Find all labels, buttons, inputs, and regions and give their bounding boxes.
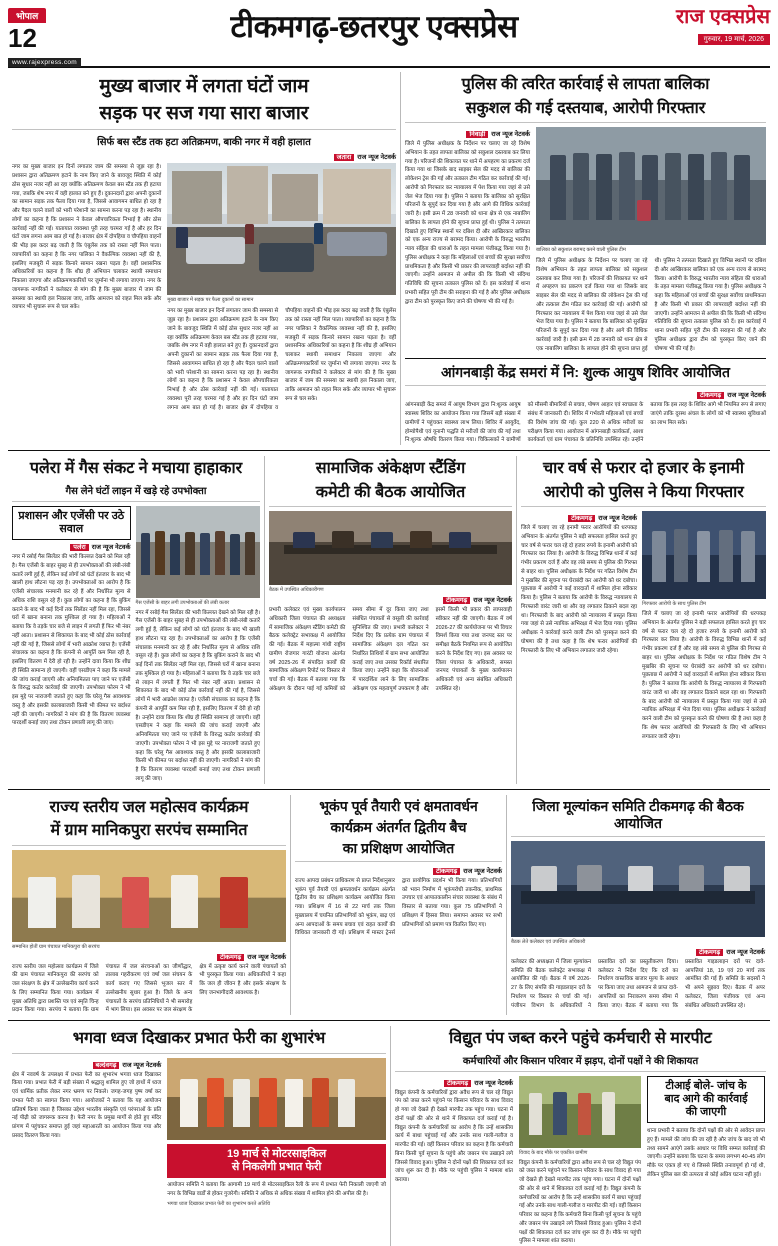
gas-headline: पलेरा में गैस संकट ने मचाया हाहाकार xyxy=(29,460,243,478)
gas-highlight-box xyxy=(12,506,131,540)
lead-body-right: नगर का मुख्य बाजार इन दिनों लगातार जाम की समस्या से जूझ रहा है। प्रशासन द्वारा अतिक्रमण हटाने के नाम किए जाने के बावजूद स्थिति में कोई ठोस सुधार नजर नहीं आ रहा क्योंकि अतिक्रमण केवल बस स्टैंड तक ही हटाया गया, जबकि शेष नगर में वही हालात बने हुए हैं। दुकानदारों द्वारा अपनी दुकानों का सामान सड़क तक फैला दिया गया है, जिससे आवागमन बाधित हो रहा है और पैदल चलने वालों को भारी परेशानी का सामना करना पड़ रहा है। स्थानीय लोगों का कहना है कि प्रशासन ने केवल औपचारिकता निभाई है और ठोस कार्रवाई नहीं की गई। यातायात व्यवस्था पूरी तरह चरमरा गई है और हर दिन घंटों जाम लगना आम बात हो गई है। बाजार क्षेत्र में दोपहिया व चौपहिया वाहनों की भीड़ इस कदर बढ़ जाती है कि एंबुलेंस तक को रास्ता नहीं मिल पाता। व्यापारियों का कहना है कि नगर पालिका ने वैकल्पिक व्यवस्था नहीं की है, इसलिए मजबूरी में सड़क किनारे सामान रखना पड़ता है। वहीं प्रशासनिक अधिकारियों का कहना है कि शीघ्र ही अभियान चलाकर स्थायी समाधान निकाला जाएगा और अतिक्रमणकारियों पर जुर्माना भी लगाया जाएगा। नगर के जागरूक नागरिकों ने कलेक्टर से मांग की है कि मुख्य बाजार में जाम की समस्या का स्थायी हल निकाला जाए, ताकि आमजन को राहत मिल सके और व्यापार भी सुचारू रूप से चल सके। xyxy=(167,308,396,411)
pheri-inset-body: आयोजन समिति ने बताया कि आगामी 19 मार्च से मोटरसाइकिल रैली के रूप में प्रभात फेरी निकाली जाएगी जो नगर के विभिन्न वार्डों से होकर गुजरेगी। समिति ने अधिक से अधिक संख्या में शामिल होने की अपील की है। xyxy=(167,1182,386,1197)
masthead-right xyxy=(620,6,770,46)
pheri-inset-box xyxy=(167,1144,386,1178)
gas-highlight-title: प्रशासन और एजेंसी पर उठे सवाल xyxy=(18,509,125,535)
website-url[interactable]: www.rajexpress.com xyxy=(8,58,81,67)
page-number: 12 xyxy=(8,23,37,53)
ti-statement-body: थाना प्रभारी ने बताया कि दोनों पक्षों की ओर से आवेदन प्राप्त हुए हैं। मामले की जांच की जा रही है और जांच के बाद जो भी तथ्य सामने आएंगे उसके आधार पर विधि सम्मत कार्रवाई की जाएगी। उन्होंने बताया कि घटना के समय लगभग 40-45 लोग मौके पर एकत्र हो गए थे जिससे स्थिति तनावपूर्ण हो गई थी, लेकिन पुलिस बल की तत्परता से कोई अप्रिय घटना नहीं हुई। xyxy=(647,1128,765,1178)
lead-byline: जतारा राज न्यूज नेटवर्क xyxy=(12,152,396,161)
prabhat-pheri-story xyxy=(8,1026,390,1246)
jal-photo xyxy=(12,850,286,942)
audit-photo xyxy=(269,511,512,585)
quake-headline-line3: का प्रशिक्षण आयोजित xyxy=(342,839,455,856)
pheri-byline: बल्देवगढ़ राज न्यूज नेटवर्क xyxy=(12,1060,161,1069)
arrest-photo-caption: गिरफ्तार आरोपी के साथ पुलिस टीम xyxy=(642,601,707,608)
lead-headline-line1: मुख्य बाजार में लगता घंटों जाम xyxy=(99,76,309,97)
arrest-body-left: जिले में चलाए जा रहे इनामी फरार आरोपियों की धरपकड़ अभियान के अंतर्गत पुलिस ने बड़ी सफलता हासिल करते हुए चार वर्ष से फरार चल रहे दो हजार रुपये के इनामी आरोपी को गिरफ्तार कर लिया है। आरोपी के विरुद्ध विभिन्न थानों में कई गंभीर प्रकरण दर्ज हैं और वह लंबे समय से पुलिस की गिरफ्त से बाहर था। पुलिस अधीक्षक के निर्देश पर गठित विशेष टीम ने मुखबिर की सूचना पर घेराबंदी कर आरोपी को धर दबोचा। पूछताछ में आरोपी ने कई वारदातों में शामिल होना स्वीकार किया है। पुलिस ने बताया कि आरोपी के विरुद्ध न्यायालय से गिरफ्तारी वारंट जारी था और वह लगातार ठिकाने बदल रहा था। गिरफ्तारी के बाद आरोपी को न्यायालय में प्रस्तुत किया गया जहां से उसे न्यायिक अभिरक्षा में भेज दिया गया। पुलिस अधीक्षक ने कार्रवाई करने वाली टीम को पुरस्कृत करने की घोषणा की है तथा कहा है कि शेष फरार आरोपियों की गिरफ्तारी के लिए भी अभियान लगातार जारी रहेगा। xyxy=(520,525,638,654)
ti-statement-title-line1: टीआई बोले- जांच के xyxy=(665,1079,747,1092)
jal-byline: टीकमगढ़ राज न्यूज नेटवर्क xyxy=(12,952,286,961)
wanted-arrest-story xyxy=(517,456,770,784)
arrest-body-right: जिले में चलाए जा रहे इनामी फरार आरोपियों की धरपकड़ अभियान के अंतर्गत पुलिस ने बड़ी सफलता हासिल करते हुए चार वर्ष से फरार चल रहे दो हजार रुपये के इनामी आरोपी को गिरफ्तार कर लिया है। आरोपी के विरुद्ध विभिन्न थानों में कई गंभीर प्रकरण दर्ज हैं और वह लंबे समय से पुलिस की गिरफ्त से बाहर था। पुलिस अधीक्षक के निर्देश पर गठित विशेष टीम ने मुखबिर की सूचना पर घेराबंदी कर आरोपी को धर दबोचा। पूछताछ में आरोपी ने कई वारदातों में शामिल होना स्वीकार किया है। पुलिस ने बताया कि आरोपी के विरुद्ध न्यायालय से गिरफ्तारी वारंट जारी था और वह लगातार ठिकाने बदल रहा था। गिरफ्तारी के बाद आरोपी को न्यायालय में प्रस्तुत किया गया जहां से उसे न्यायिक अभिरक्षा में भेज दिया गया। पुलिस अधीक्षक ने कार्रवाई करने वाली टीम को पुरस्कृत करने की घोषणा की है तथा कहा है कि शेष फरार आरोपियों की गिरफ्तारी के लिए भी अभियान लगातार जारी रहेगा। xyxy=(642,611,766,740)
police-headline-line1: पुलिस की त्वरित कार्रवाई से लापता बालिका xyxy=(461,76,710,93)
pump-photo xyxy=(519,1076,641,1148)
jal-headline-line1: राज्य स्तरीय जल महोत्सव कार्यक्रम xyxy=(49,798,249,816)
lead-headline-line2: सड़क पर सज गया सारा बाजार xyxy=(99,103,309,125)
police-photo xyxy=(536,127,766,245)
pump-body-mid: विद्युत कंपनी के कर्मचारियों द्वारा अवैध रूप से चल रहे विद्युत पंप को जब्त करने पहुंचने पर किसान परिवार के साथ विवाद हो गया जो देखते ही देखते मारपीट तक पहुंच गया। घटना में दोनों पक्षों की ओर से थाने में शिकायत दर्ज कराई गई है। विद्युत कंपनी के कर्मचारियों का आरोप है कि उन्हें शासकीय कार्य में बाधा पहुंचाई गई और उनके साथ गाली-गलौज व मारपीट की गई। वहीं किसान परिवार का कहना है कि कर्मचारी बिना किसी पूर्व सूचना के पहुंचे और जबरन पंप उखाड़ने लगे जिससे विवाद हुआ। पुलिस ने दोनों पक्षों की शिकायत दर्ज कर जांच शुरू कर दी है। मौके पर पहुंची पुलिस ने मामला शांत कराया। xyxy=(519,1159,641,1245)
police-story xyxy=(401,72,770,445)
masthead-center xyxy=(128,6,620,44)
lead-body-left: नगर का मुख्य बाजार इन दिनों लगातार जाम की समस्या से जूझ रहा है। प्रशासन द्वारा अतिक्रमण हटाने के नाम किए जाने के बावजूद स्थिति में कोई ठोस सुधार नजर नहीं आ रहा क्योंकि अतिक्रमण केवल बस स्टैंड तक ही हटाया गया, जबकि शेष नगर में वही हालात बने हुए हैं। दुकानदारों द्वारा अपनी दुकानों का सामान सड़क तक फैला दिया गया है, जिससे आवागमन बाधित हो रहा है और पैदल चलने वालों को भारी परेशानी का सामना करना पड़ रहा है। स्थानीय लोगों का कहना है कि प्रशासन ने केवल औपचारिकता निभाई है और ठोस कार्रवाई नहीं की गई। यातायात व्यवस्था पूरी तरह चरमरा गई है और हर दिन घंटों जाम लगना आम बात हो गई है। बाजार क्षेत्र में दोपहिया व चौपहिया वाहनों की भीड़ इस कदर बढ़ जाती है कि एंबुलेंस तक को रास्ता नहीं मिल पाता। व्यापारियों का कहना है कि नगर पालिका ने वैकल्पिक व्यवस्था नहीं की है, इसलिए मजबूरी में सड़क किनारे सामान रखना पड़ता है। वहीं प्रशासनिक अधिकारियों का कहना है कि शीघ्र ही अभियान चलाकर स्थायी समाधान निकाला जाएगा और अतिक्रमणकारियों पर जुर्माना भी लगाया जाएगा। नगर के जागरूक नागरिकों ने कलेक्टर से मांग की है कि मुख्य बाजार में जाम की समस्या का स्थायी हल निकाला जाए, ताकि आमजन को राहत मिल सके और व्यापार भी सुचारू रूप से चल सके। xyxy=(12,164,162,311)
lead-photo-caption: मुख्य बाजार में सड़क पर फैला दुकानों का सामान xyxy=(167,297,254,304)
quake-body: राज्य आपदा प्रबंधन प्राधिकरण से प्राप्त निर्देशानुसार भूकंप पूर्व तैयारी एवं क्षमतावर्धन कार्यक्रम अंतर्गत द्वितीय बैच का प्रशिक्षण कार्यक्रम आयोजित किया गया। प्रशिक्षण में 16 से 22 मार्च तक जिला मुख्यालय में चयनित प्रतिभागियों को भूकंप, बाढ़ एवं अन्य आपदाओं के समय बचाव एवं राहत कार्यों की विधिवत जानकारी दी गई। प्रशिक्षण में मास्टर ट्रेनर्स द्वारा प्रायोगिक प्रदर्शन भी किया गया। प्रतिभागियों को भवन निर्माण में भूकंपरोधी तकनीक, प्राथमिक उपचार एवं आपातकालीन संचार व्यवस्था के संबंध में विस्तार से बताया गया। कुल 75 प्रतिभागियों ने प्रशिक्षण में हिस्सा लिया। समापन अवसर पर सभी प्रतिभागियों को प्रमाण पत्र वितरित किए गए। xyxy=(295,877,502,937)
jal-body: राज्य स्तरीय जल महोत्सव कार्यक्रम में जिले की ग्राम पंचायत मानिकपुरा की सरपंच को जल संरक्षण के क्षेत्र में उल्लेखनीय कार्य करने के लिए सम्मानित किया गया। कार्यक्रम में मुख्य अतिथि द्वारा प्रशस्ति पत्र एवं स्मृति चिन्ह प्रदान किया गया। सरपंच ने बताया कि ग्राम पंचायत में जल संरचनाओं का जीर्णोद्धार, तालाब गहरीकरण एवं वर्षा जल संचयन के कार्य कराए गए जिससे भूजल स्तर में उल्लेखनीय सुधार हुआ है। जिले के अन्य पंचायतों के सरपंच प्रतिनिधियों ने भी समारोह में भाग लिया। इस अवसर पर जल संरक्षण के क्षेत्र में उत्कृष्ट कार्य करने वाली पंचायतों को भी पुरस्कृत किया गया। अधिकारियों ने कहा कि जल ही जीवन है और इसके संरक्षण के लिए जनभागीदारी आवश्यक है। xyxy=(12,963,286,1014)
quake-headline-line2: कार्यक्रम अंतर्गत द्वितीय बैच xyxy=(330,818,467,835)
police-body-left: जिले में पुलिस अधीक्षक के निर्देशन पर चलाए जा रहे विशेष अभियान के तहत लापता बालिका को सकुशल दस्तयाब कर लिया गया है। परिजनों की शिकायत पर थाने में अपहरण का प्रकरण दर्ज किया गया था जिसके बाद साइबर सेल की मदद से बालिका की लोकेशन ट्रेस की गई और तत्काल टीम गठित कर कार्रवाई की गई। आरोपी को गिरफ्तार कर न्यायालय में पेश किया गया जहां से उसे जेल भेज दिया गया है। पुलिस ने बताया कि बालिका को सुरक्षित परिजनों के सुपुर्द कर दिया गया है और आगे की विधिक कार्रवाई जारी है। इसी क्रम में 28 जनवरी को थाना क्षेत्र से एक नाबालिग बालिका के लापता होने की सूचना प्राप्त हुई थी। पुलिस ने तत्परता दिखाते हुए विभिन्न स्थानों पर दबिश दी और आखिरकार बालिका को एक अन्य राज्य से बरामद किया। आरोपी के विरुद्ध भारतीय न्याय संहिता की धाराओं के तहत मामला पंजीबद्ध किया गया है। पुलिस अधीक्षक ने कहा कि महिलाओं एवं बच्चों की सुरक्षा सर्वोच्च प्राथमिकता है और किसी भी प्रकार की लापरवाही बर्दाश्त नहीं की जाएगी। उन्होंने आमजन से अपील की कि किसी भी संदिग्ध गतिविधि की सूचना तत्काल पुलिस को दें। इस कार्रवाई में थाना प्रभारी सहित पूरी टीम की सराहना की गई है और पुलिस अधीक्षक द्वारा टीम को पुरस्कृत किए जाने की घोषणा भी की गई है। xyxy=(405,141,530,305)
jal-mahotsav-story xyxy=(8,795,290,1016)
gas-photo xyxy=(136,506,260,598)
valuation-byline: टीकमगढ़ राज न्यूज नेटवर्क xyxy=(511,947,765,956)
masthead xyxy=(8,6,770,68)
row-2 xyxy=(8,456,770,784)
row-1 xyxy=(8,72,770,445)
pheri-headline: भगवा ध्वज दिखाकर प्रभात फेरी का शुभारंभ xyxy=(72,1030,326,1048)
gas-body-right: नगर में रसोई गैस सिलेंडर की भारी किल्लत देखने को मिल रही है। गैस एजेंसी के बाहर सुबह से ही उपभोक्ताओं की लंबी-लंबी कतारें लगी हुई हैं, लेकिन कई लोगों को घंटों इंतजार के बाद भी खाली हाथ लौटना पड़ रहा है। उपभोक्ताओं का आरोप है कि एजेंसी संचालक मनमानी कर रहे हैं और निर्धारित मूल्य से अधिक राशि वसूल रहे हैं। कुछ लोगों का कहना है कि बुकिंग कराने के बाद भी कई दिनों तक सिलेंडर नहीं मिल रहा, जिससे घरों में खाना बनाना तक मुश्किल हो गया है। महिलाओं ने बताया कि वे तड़के चार बजे से लाइन में लगती हैं फिर भी नंबर नहीं आता। प्रशासन से शिकायत के बाद भी कोई ठोस कार्रवाई नहीं की गई है, जिससे लोगों में भारी आक्रोश व्याप्त है। एजेंसी संचालक का कहना है कि कंपनी से आपूर्ति कम मिल रही है, इसलिए वितरण में देरी हो रही है। उन्होंने दावा किया कि शीघ्र ही स्थिति सामान्य हो जाएगी। वहीं एसडीएम ने कहा कि मामले की जांच कराई जाएगी और अनियमितता पाए जाने पर एजेंसी के विरुद्ध कठोर कार्रवाई की जाएगी। उपभोक्ता फोरम ने भी इस मुद्दे पर नाराजगी जताते हुए कहा कि घरेलू गैस आवश्यक वस्तु है और इसकी कालाबाजारी किसी भी कीमत पर बर्दाश्त नहीं की जाएगी। नागरिकों ने मांग की है कि वितरण व्यवस्था पारदर्शी बनाई जाए तथा टोकन प्रणाली लागू की जाए। xyxy=(135,609,260,782)
quake-headline-line1: भूकंप पूर्व तैयारी एवं क्षमतावर्धन xyxy=(319,797,478,814)
gas-subhead: गैस लेने घंटों लाइन में खड़े रहे उपभोक्ता xyxy=(65,485,207,497)
audit-committee-story xyxy=(265,456,516,784)
police-body-right: जिले में पुलिस अधीक्षक के निर्देशन पर चलाए जा रहे विशेष अभियान के तहत लापता बालिका को सकुशल दस्तयाब कर लिया गया है। परिजनों की शिकायत पर थाने में अपहरण का प्रकरण दर्ज किया गया था जिसके बाद साइबर सेल की मदद से बालिका की लोकेशन ट्रेस की गई और तत्काल टीम गठित कर कार्रवाई की गई। आरोपी को गिरफ्तार कर न्यायालय में पेश किया गया जहां से उसे जेल भेज दिया गया है। पुलिस ने बताया कि बालिका को सुरक्षित परिजनों के सुपुर्द कर दिया गया है और आगे की विधिक कार्रवाई जारी है। इसी क्रम में 28 जनवरी को थाना क्षेत्र से एक नाबालिग बालिका के लापता होने की सूचना प्राप्त हुई थी। पुलिस ने तत्परता दिखाते हुए विभिन्न स्थानों पर दबिश दी और आखिरकार बालिका को एक अन्य राज्य से बरामद किया। आरोपी के विरुद्ध भारतीय न्याय संहिता की धाराओं के तहत मामला पंजीबद्ध किया गया है। पुलिस अधीक्षक ने कहा कि महिलाओं एवं बच्चों की सुरक्षा सर्वोच्च प्राथमिकता है और किसी भी प्रकार की लापरवाही बर्दाश्त नहीं की जाएगी। उन्होंने आमजन से अपील की कि किसी भी संदिग्ध गतिविधि की सूचना तत्काल पुलिस को दें। इस कार्रवाई में थाना प्रभारी सहित पूरी टीम की सराहना की गई है और पुलिस अधीक्षक द्वारा टीम को पुरस्कृत किए जाने की घोषणा भी की गई है। xyxy=(536,258,766,352)
pheri-body-left: क्षेत्र में नववर्ष के उपलक्ष्य में प्रभात फेरी का शुभारंभ भगवा ध्वज दिखाकर किया गया। प्रभात फेरी में बड़ी संख्या में श्रद्धालु शामिल हुए जो हाथों में ध्वज एवं धार्मिक प्रतीक लेकर नगर भ्रमण पर निकले। जगह-जगह पुष्प वर्षा कर प्रभात फेरी का स्वागत किया गया। आयोजकों ने बताया कि यह आयोजन प्रतिवर्ष किया जाता है जिसका उद्देश्य भारतीय संस्कृति एवं परंपराओं के प्रति नई पीढ़ी को जागरूक करना है। फेरी नगर के प्रमुख मार्गों से होते हुए मंदिर प्रांगण में पहुंचकर समाप्त हुई जहां महाआरती का आयोजन किया गया और प्रसाद वितरण किया गया। xyxy=(12,1071,162,1139)
audit-headline-line1: सामाजिक अंकेक्षण स्टैंडिंग xyxy=(315,460,466,478)
anganwadi-body: आंगनबाड़ी केंद्र समरां में आयुष विभाग द्वारा नि:शुल्क आयुष स्वास्थ्य शिविर का आयोजन किया गया जिसमें बड़ी संख्या में ग्रामीणों ने पहुंचकर स्वास्थ्य लाभ लिया। शिविर में आयुर्वेद, होम्योपैथी एवं यूनानी पद्धति से मरीजों की जांच की गई तथा नि:शुल्क औषधि वितरण किया गया। चिकित्सकों ने ग्रामीणों को मौसमी बीमारियों से बचाव, पोषण आहार एवं स्वच्छता के संबंध में जानकारी दी। शिविर में गर्भवती महिलाओं एवं बच्चों की विशेष जांच की गई। कुल 220 से अधिक मरीजों का परीक्षण किया गया। आयोजन में आंगनबाड़ी कार्यकर्ता, आशा कार्यकर्ता एवं ग्राम पंचायत के प्रतिनिधि उपस्थित रहे। उन्होंने बताया कि इस तरह के शिविर आगे भी नियमित रूप से लगाए जाएंगे ताकि दूरस्थ अंचल के लोगों को भी स्वास्थ्य सुविधाओं का लाभ मिल सके। xyxy=(405,402,766,444)
ti-statement-box xyxy=(647,1076,765,1124)
lead-subhead: सिर्फ बस स्टैंड तक हटा अतिक्रमण, बाकी नगर में वही हालात xyxy=(97,137,311,149)
anganwadi-byline: टीकमगढ़ राज न्यूज नेटवर्क xyxy=(405,390,766,399)
gas-crisis-story xyxy=(8,456,264,784)
gas-byline: पलेरा राज न्यूज नेटवर्क xyxy=(12,542,131,551)
anganwadi-headline: आंगनबाड़ी केंद्र समरां में नि: शुल्क आयुष शिविर आयोजित xyxy=(440,364,731,381)
arrest-headline-line2: आरोपी को पुलिस ने किया गिरफ्तार xyxy=(543,483,744,501)
jal-photo-caption: सम्मानित होतीं ग्राम पंचायत मानिकपुरा की सरपंच xyxy=(12,943,100,950)
issue-date: गुरुवार, 19 मार्च, 2026 xyxy=(698,34,770,45)
jal-headline-line2: में ग्राम मानिकपुरा सरपंच सम्मानित xyxy=(50,822,248,840)
city-badge: भोपाल xyxy=(8,8,46,23)
audit-photo-caption: बैठक में उपस्थित अधिकारीगण xyxy=(268,587,324,594)
pump-headline: विद्युत पंप जब्त करने पहुंचे कर्मचारी से मारपीट xyxy=(449,1030,712,1048)
audit-byline: टीकमगढ़ राज न्यूज नेटवर्क xyxy=(269,595,512,604)
pheri-photo-caption: भगवा ध्वज दिखाकर प्रभात फेरी का शुभारंभ करते अतिथि xyxy=(167,1200,271,1207)
newspaper-title: टीकमगढ़-छतरपुर एक्सप्रेस xyxy=(230,9,518,44)
ti-statement-title-line2: बाद आगे की कार्रवाई xyxy=(664,1092,748,1105)
arrest-photo xyxy=(642,511,766,599)
ti-statement-title-line3: की जाएगी xyxy=(685,1106,727,1119)
arrest-headline-line1: चार वर्ष से फरार दो हजार के इनामी xyxy=(542,460,745,478)
pump-photo-caption: विवाद के बाद मौके पर एकत्रित ग्रामीण xyxy=(519,1149,588,1156)
police-headline-line2: सकुशल की गई दस्तयाब, आरोपी गिरफ्तार xyxy=(465,99,706,117)
brand-logo: राज एक्सप्रेस xyxy=(675,6,770,28)
pheri-photo xyxy=(167,1058,386,1140)
gas-photo-caption: गैस एजेंसी के बाहर लगी उपभोक्ताओं की लंबी कतार xyxy=(135,599,230,606)
quake-byline: टीकमगढ़ राज न्यूज नेटवर्क xyxy=(295,866,502,875)
audit-headline-line2: कमेटी की बैठक आयोजित xyxy=(315,483,466,501)
row-4 xyxy=(8,1026,770,1246)
valuation-committee-story xyxy=(507,795,769,1016)
lead-story xyxy=(8,72,400,445)
pheri-inset-title-line2: से निकलेगी प्रभात फेरी xyxy=(231,1160,322,1173)
pump-dispute-story xyxy=(391,1026,770,1246)
pump-subhead: कर्मचारियों और किसान परिवार में झड़प, दोनों पक्षों ने की शिकायत xyxy=(462,1055,699,1067)
arrest-byline: टीकमगढ़ राज न्यूज नेटवर्क xyxy=(521,513,637,522)
lead-photo xyxy=(167,163,396,295)
police-photo-caption: बालिका को सकुशल बरामद करने वाली पुलिस टीम xyxy=(536,247,626,254)
pump-body-left: विद्युत कंपनी के कर्मचारियों द्वारा अवैध रूप से चल रहे विद्युत पंप को जब्त करने पहुंचने पर किसान परिवार के साथ विवाद हो गया जो देखते ही देखते मारपीट तक पहुंच गया। घटना में दोनों पक्षों की ओर से थाने में शिकायत दर्ज कराई गई है। विद्युत कंपनी के कर्मचारियों का आरोप है कि उन्हें शासकीय कार्य में बाधा पहुंचाई गई और उनके साथ गाली-गलौज व मारपीट की गई। वहीं किसान परिवार का कहना है कि कर्मचारी बिना किसी पूर्व सूचना के पहुंचे और जबरन पंप उखाड़ने लगे जिससे विवाद हुआ। पुलिस ने दोनों पक्षों की शिकायत दर्ज कर जांच शुरू कर दी है। मौके पर पहुंची पुलिस ने मामला शांत कराया। xyxy=(395,1089,513,1184)
valuation-headline: जिला मूल्यांकन समिति टीकमगढ़ की बैठक आयोजित xyxy=(532,797,744,831)
earthquake-training-story xyxy=(291,795,506,1016)
gas-body-left: नगर में रसोई गैस सिलेंडर की भारी किल्लत देखने को मिल रही है। गैस एजेंसी के बाहर सुबह से ही उपभोक्ताओं की लंबी-लंबी कतारें लगी हुई हैं, लेकिन कई लोगों को घंटों इंतजार के बाद भी खाली हाथ लौटना पड़ रहा है। उपभोक्ताओं का आरोप है कि एजेंसी संचालक मनमानी कर रहे हैं और निर्धारित मूल्य से अधिक राशि वसूल रहे हैं। कुछ लोगों का कहना है कि बुकिंग कराने के बाद भी कई दिनों तक सिलेंडर नहीं मिल रहा, जिससे घरों में खाना बनाना तक मुश्किल हो गया है। महिलाओं ने बताया कि वे तड़के चार बजे से लाइन में लगती हैं फिर भी नंबर नहीं आता। प्रशासन से शिकायत के बाद भी कोई ठोस कार्रवाई नहीं की गई है, जिससे लोगों में भारी आक्रोश व्याप्त है। एजेंसी संचालक का कहना है कि कंपनी से आपूर्ति कम मिल रही है, इसलिए वितरण में देरी हो रही है। उन्होंने दावा किया कि शीघ्र ही स्थिति सामान्य हो जाएगी। वहीं एसडीएम ने कहा कि मामले की जांच कराई जाएगी और अनियमितता पाए जाने पर एजेंसी के विरुद्ध कठोर कार्रवाई की जाएगी। उपभोक्ता फोरम ने भी इस मुद्दे पर नाराजगी जताते हुए कहा कि घरेलू गैस आवश्यक वस्तु है और इसकी कालाबाजारी किसी भी कीमत पर बर्दाश्त नहीं की जाएगी। नागरिकों ने मांग की है कि वितरण व्यवस्था पारदर्शी बनाई जाए तथा टोकन प्रणाली लागू की जाए। xyxy=(12,554,131,727)
row-3 xyxy=(8,795,770,1016)
police-byline: निवाड़ी राज न्यूज नेटवर्क xyxy=(405,129,530,138)
lead-byline-location: जतारा xyxy=(334,154,355,161)
pump-byline: टीकमगढ़ राज न्यूज नेटवर्क xyxy=(395,1078,513,1087)
valuation-photo xyxy=(511,841,765,937)
masthead-left xyxy=(8,6,128,69)
valuation-photo-caption: बैठक लेते कलेक्टर एवं उपस्थित अधिकारी xyxy=(511,938,586,945)
pheri-inset-title-line1: 19 मार्च से मोटरसाइकिल xyxy=(227,1147,327,1160)
valuation-body: कलेक्टर की अध्यक्षता में जिला मूल्यांकन समिति की बैठक कलेक्ट्रेट सभाकक्ष में आयोजित की गई। बैठक में वर्ष 2026-27 के लिए संपत्ति की गाइडलाइन दरों के निर्धारण पर विस्तार से चर्चा की गई। पंजीयन विभाग के अधिकारियों ने प्रस्तावित दरों का प्रस्तुतीकरण दिया। कलेक्टर ने निर्देश दिए कि दरों का निर्धारण वास्तविक बाजार मूल्य के आधार पर किया जाए तथा आमजन से प्राप्त दावे-आपत्तियों का निराकरण समय सीमा में किया जाए। बैठक में बताया गया कि प्रस्तावित गाइडलाइन दरों पर दावे-आपत्तियां 18, 19 एवं 20 मार्च तक आमंत्रित की गई हैं। समिति के सदस्यों ने भी अपने सुझाव दिए। बैठक में अपर कलेक्टर, जिला पंजीयक एवं अन्य संबंधित अधिकारी उपस्थित रहे। xyxy=(511,958,765,1009)
audit-body: प्रभारी कलेक्टर एवं मुख्य कार्यपालन अधिकारी जिला पंचायत की अध्यक्षता में सामाजिक अंकेक्षण स्टैंडिंग कमेटी की बैठक कलेक्ट्रेट सभाकक्ष में आयोजित की गई। बैठक में महात्मा गांधी राष्ट्रीय ग्रामीण रोजगार गारंटी योजना अंतर्गत वर्ष 2025-26 में संपादित कार्यों की सामाजिक अंकेक्षण रिपोर्ट पर विस्तार से चर्चा की गई। बैठक में बताया गया कि अंकेक्षण के दौरान पाई गई कमियों को समय सीमा में दूर किया जाए तथा संबंधित पंचायतों से वसूली की कार्रवाई सुनिश्चित की जाए। प्रभारी कलेक्टर ने निर्देश दिए कि प्रत्येक ग्राम पंचायत में सामाजिक अंकेक्षण दल गठित कर निर्धारित तिथियों में ग्राम सभा आयोजित कराई जाए तथा उसका रिकॉर्ड संधारित किया जाए। उन्होंने कहा कि योजनाओं में पारदर्शिता लाने के लिए सामाजिक अंकेक्षण एक महत्वपूर्ण उपकरण है और इसमें किसी भी प्रकार की लापरवाही स्वीकार नहीं की जाएगी। बैठक में वर्ष 2026-27 की कार्ययोजना पर भी विचार विमर्श किया गया तथा जनपद स्तर पर समीक्षा बैठकें नियमित रूप से आयोजित करने के निर्देश दिए गए। इस अवसर पर जिला पंचायत के अधिकारी, समस्त जनपद पंचायतों के मुख्य कार्यपालन अधिकारी एवं अन्य संबंधित अधिकारी उपस्थित रहे। xyxy=(268,607,512,692)
